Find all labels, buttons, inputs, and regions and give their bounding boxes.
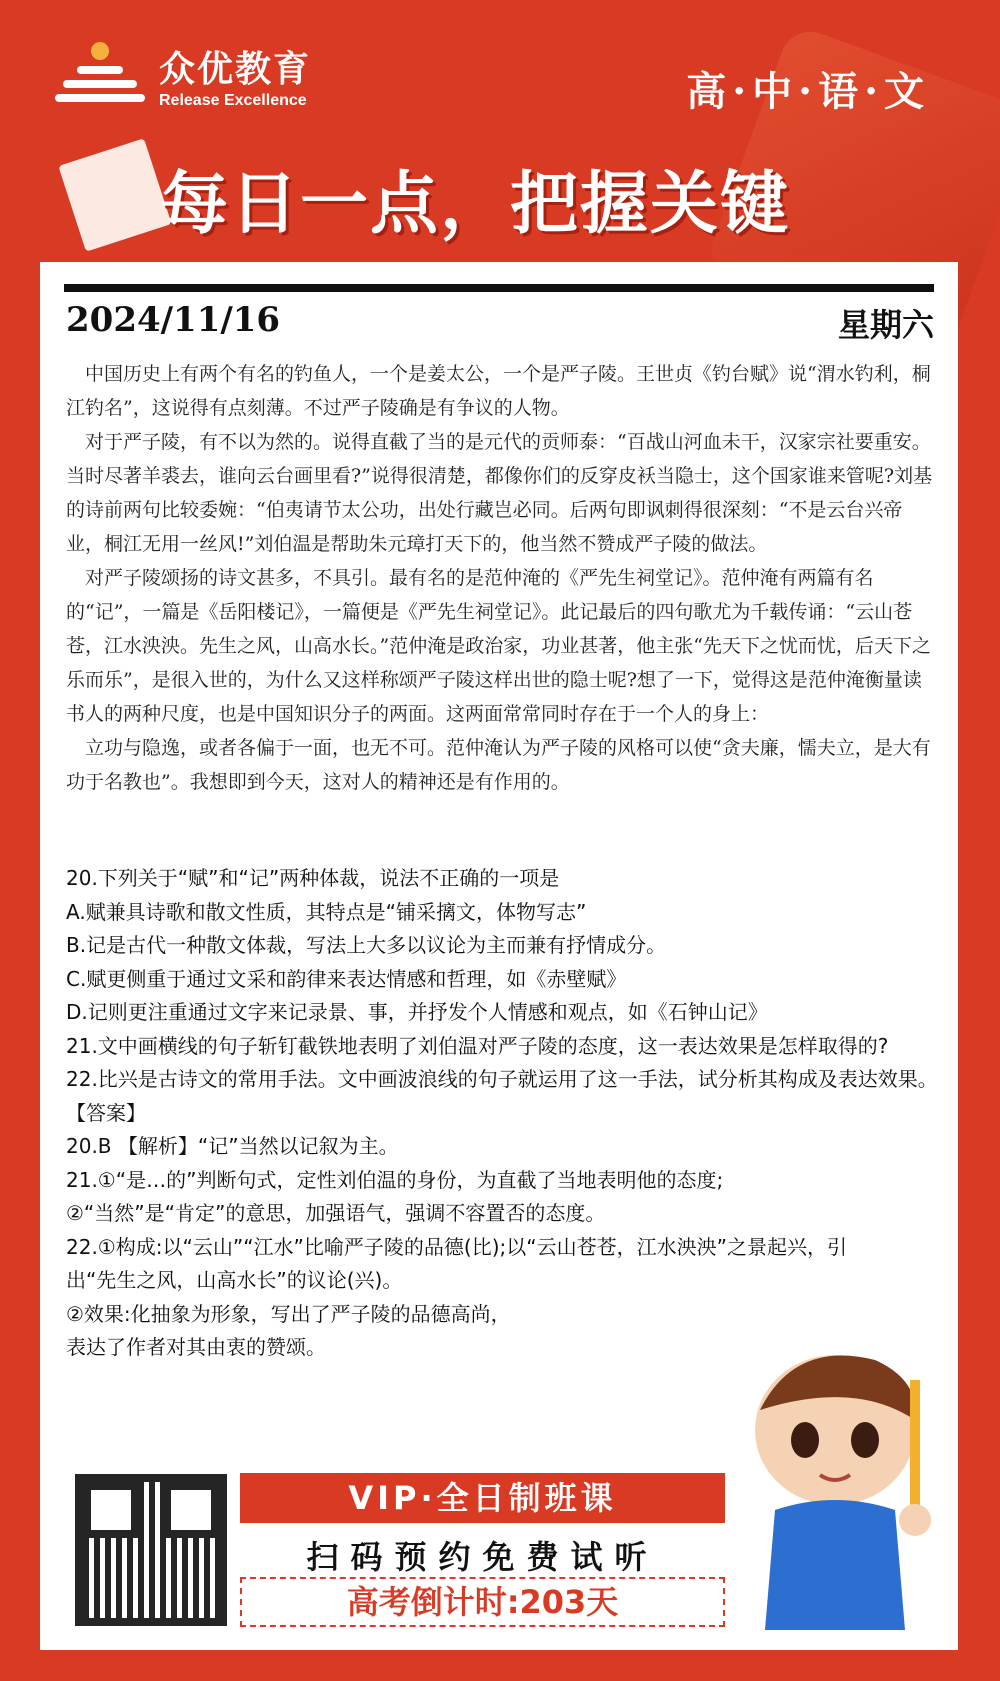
qr-code[interactable] [75,1474,227,1626]
option: C.赋更侧重于通过文采和韵律来表达情感和哲理，如《赤壁赋》 [66,966,627,991]
date: 2024/11/16 [66,300,281,340]
option: D.记则更注重通过文字来记录景、事，并抒发个人情感和观点，如《石钟山记》 [66,1000,768,1024]
question: 21.文中画横线的句子斩钉截铁地表明了刘伯温对严子陵的态度，这一表达效果是怎样取得的? [66,1033,889,1058]
option: B.记是古代一种散文体裁，写法上大多以议论为主而兼有抒情成分。 [66,933,667,957]
paragraph: 对严子陵颂扬的诗文甚多，不具引。最有名的是范仲淹的《严先生祠堂记》。范仲淹有两篇有名的“记”，一篇是《岳阳楼记》，一篇便是《严先生祠堂记》。此记最后的四句歌尤为千载传诵：“云山苍苍，江水泱泱。先生之风，山高水长。”范仲淹是政治家，功业甚著，他主张“先天下之忧而忧，后天下之乐而乐”，是很入世的，为什么又这样称颂严子陵这样出世的隐士呢?想了一下，觉得这是范仲淹衡量读书人的两种尺度，也是中国知识分子的两面。这两面常常同时存在于一个人的身上： [66,567,931,725]
answer: 20.B 【解析】“记”当然以记叙为主。 [66,1134,399,1158]
question: 20.下列关于“赋”和“记”两种体裁，说法不正确的一项是 [66,866,560,890]
answer: 表达了作者对其由衷的赞颂。 [66,1335,326,1359]
divider [64,284,934,292]
reading-passage [66,357,936,799]
question: 22.比兴是古诗文的常用手法。文中画波浪线的句子就运用了这一手法，试分析其构成及表达效果。 [66,1067,938,1091]
answer-heading: 【答案】 [66,1100,146,1125]
paragraph: 对于严子陵，有不以为然的。说得直截了当的是元代的贡师泰：“百战山河血未干，汉家宗社要重安。当时尽著羊裘去，谁向云台画里看?”说得很清楚，都像你们的反穿皮袄当隐士，这个国家谁来管呢?刘基的诗前两句比较委婉：“伯夷请节太公功，出处行藏岂必同。后两句即讽刺得很深刻：“不是云台兴帝业，桐江无用一丝风!”刘伯温是帮助朱元璋打天下的，他当然不赞成严子陵的做法。 [66,431,933,555]
brand-logo [55,40,311,110]
answer: ②效果:化抽象为形象，写出了严子陵的品德高尚， [66,1301,511,1326]
logo-icon [55,40,145,110]
paragraph: 立功与隐逸，或者各偏于一面，也无不可。范仲淹认为严子陵的风格可以使“贪夫廉，懦夫立，是大有功于名教也”。我想即到今天，这对人的精神还是有作用的。 [66,737,931,793]
paper-icon [58,138,171,251]
vip-banner: VIP·全日制班课 [240,1473,725,1523]
brand-name: 众优教育 [159,48,312,90]
answer: 21.①“是…的”判断句式，定性刘伯温的身份，为直截了当地表明他的态度; [66,1167,724,1192]
weekday: 星期六 [837,306,934,344]
banner-title: 每日一点，把握关键 [160,165,791,244]
paragraph: 中国历史上有两个有名的钓鱼人，一个是姜太公，一个是严子陵。王世贞《钓台赋》说“渭水钓利，桐江钓名”，这说得有点刻薄。不过严子陵确是有争议的人物。 [66,363,931,419]
answer: ②“当然”是“肯定”的意思，加强语气，强调不容置否的态度。 [66,1201,606,1225]
mascot-illustration [735,1340,965,1640]
subject-title: 高·中·语·文 [686,68,930,115]
countdown: 高考倒计时:203天 [240,1577,725,1627]
trial-text: 扫码预约免费试听 [306,1538,659,1576]
option: A.赋兼具诗歌和散文性质，其特点是“铺采摛文，体物写志” [66,899,587,924]
answer: 22.①构成:以“云山”“江水”比喻严子陵的品德(比);以“云山苍苍，江水泱泱”之景起兴，引出“先生之风，山高水长”的议论(兴)。 [66,1234,847,1292]
questions-answers [66,862,946,1365]
brand-tagline: Release Excellence [159,91,307,109]
